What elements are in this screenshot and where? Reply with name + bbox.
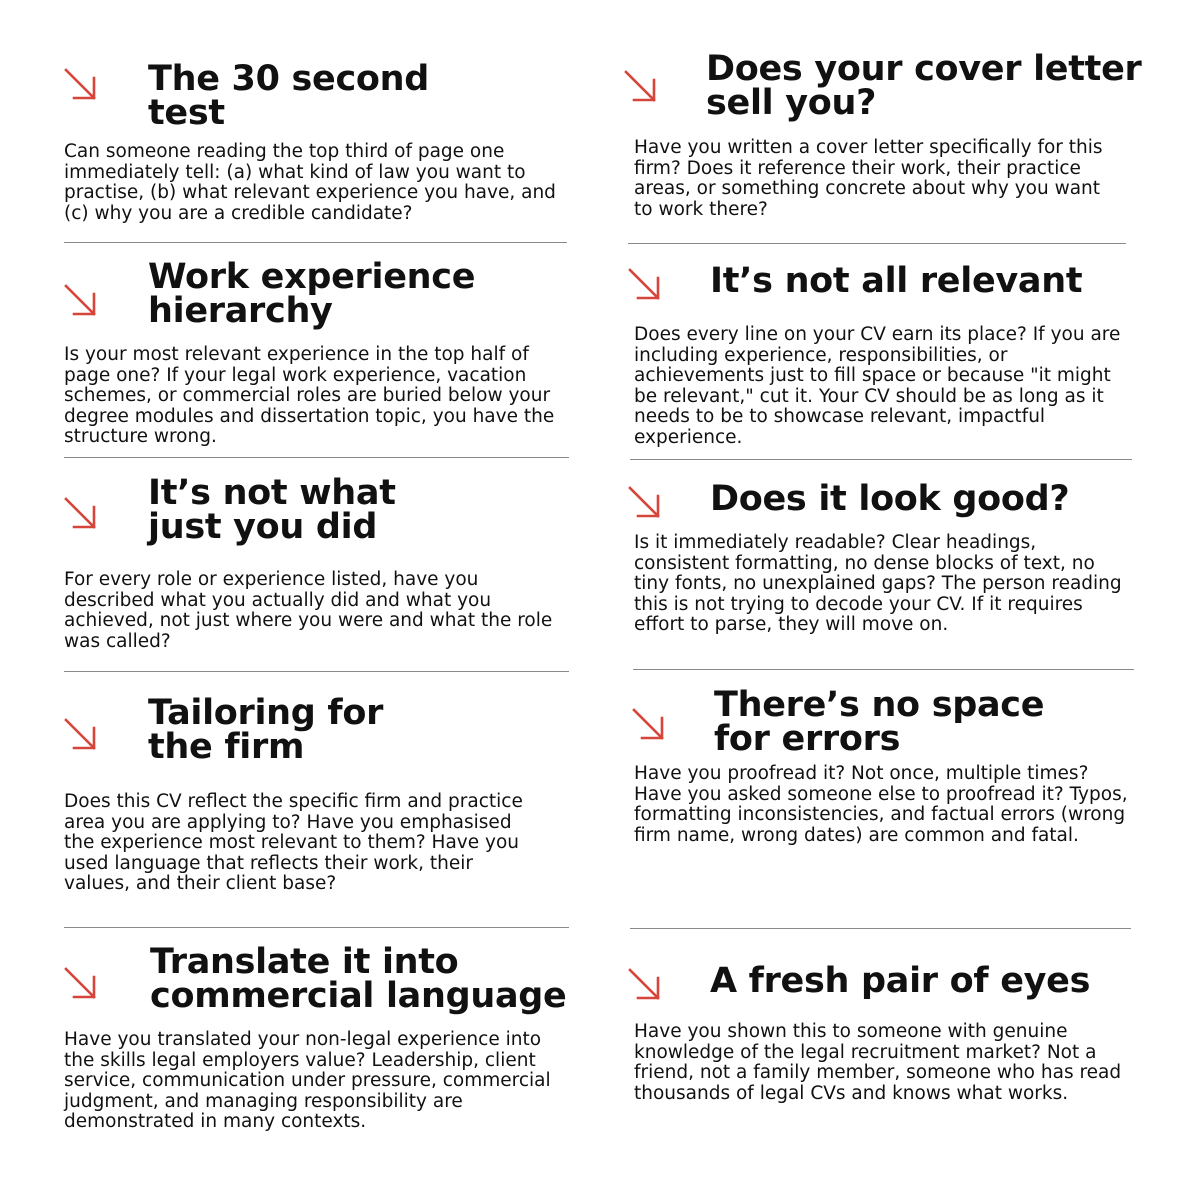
divider xyxy=(633,669,1134,670)
tip-title: It’s not what just you did xyxy=(148,473,396,547)
tip-body: Have you translated your non-legal experience into the skills legal employers value? Leadership, client service, communication under pressure, commercial judgment, and managing responsibility are demonstrated in many contexts. xyxy=(64,1029,551,1132)
tip-title: Does it look good? xyxy=(710,479,1070,519)
tip-body: Is your most relevant experience in the top half of page one? If your legal work experience, vacation schemes, or commercial roles are buried below your degree modules and dissertation topic, you have the structure wrong. xyxy=(64,344,555,447)
tip-title: Translate it into commercial language xyxy=(150,942,567,1016)
arrow-down-right-icon xyxy=(622,68,662,108)
arrow-down-right-icon xyxy=(62,282,102,322)
tip-title: There’s no space for errors xyxy=(714,685,1045,759)
arrow-down-right-icon xyxy=(630,706,670,746)
divider xyxy=(64,671,569,672)
arrow-down-right-icon xyxy=(62,965,102,1005)
tip-body: For every role or experience listed, have you described what you actually did and what you achieved, not just where you were and what the role was called? xyxy=(64,569,553,652)
arrow-down-right-icon xyxy=(626,966,666,1006)
tip-title: The 30 second test xyxy=(148,59,430,133)
arrow-down-right-icon xyxy=(626,266,666,306)
tip-title: A fresh pair of eyes xyxy=(710,961,1091,1001)
divider xyxy=(64,242,567,243)
arrow-down-right-icon xyxy=(62,716,102,756)
arrow-down-right-icon xyxy=(626,484,666,524)
tip-body: Does this CV reflect the specific firm and practice area you are applying to? Have you emphasised the experience most relevant to them? Have you used language that reflects their work, their values, and their client base? xyxy=(64,791,523,894)
divider xyxy=(628,243,1126,244)
tip-body: Have you shown this to someone with genuine knowledge of the legal recruitment market? Not a friend, not a family member, someone who has read thousands of legal CVs and knows what works. xyxy=(634,1021,1122,1104)
tip-title: Tailoring for the firm xyxy=(148,693,384,767)
divider xyxy=(630,928,1131,929)
divider xyxy=(630,459,1132,460)
tip-body: Does every line on your CV earn its place? If you are including experience, responsibilities, or achievements just to fill space or because "it might be relevant," cut it. Your CV should be as long as it needs to be to showcase relevant, impactful experience. xyxy=(634,324,1121,448)
tip-body: Have you proofread it? Not once, multiple times? Have you asked someone else to proofread it? Typos, formatting inconsistencies, and factual errors (wrong firm name, wrong dates) are common and fatal. xyxy=(634,763,1128,846)
tip-title: It’s not all relevant xyxy=(710,261,1083,301)
tip-body: Have you written a cover letter specifically for this firm? Does it reference their work, their practice areas, or something concrete about why you want to work there? xyxy=(634,137,1103,220)
tip-title: Does your cover letter sell you? xyxy=(706,49,1142,123)
divider xyxy=(64,457,569,458)
tip-title: Work experience hierarchy xyxy=(148,257,476,331)
tip-body: Can someone reading the top third of page one immediately tell: (a) what kind of law you want to practise, (b) what relevant experience you have, and (c) why you are a credible candidate? xyxy=(64,141,556,224)
arrow-down-right-icon xyxy=(62,66,102,106)
tip-body: Is it immediately readable? Clear headings, consistent formatting, no dense blocks of text, no tiny fonts, no unexplained gaps? The person reading this is not trying to decode your CV. If it requires effort to parse, they will move on. xyxy=(634,532,1122,635)
divider xyxy=(64,927,569,928)
arrow-down-right-icon xyxy=(62,495,102,535)
